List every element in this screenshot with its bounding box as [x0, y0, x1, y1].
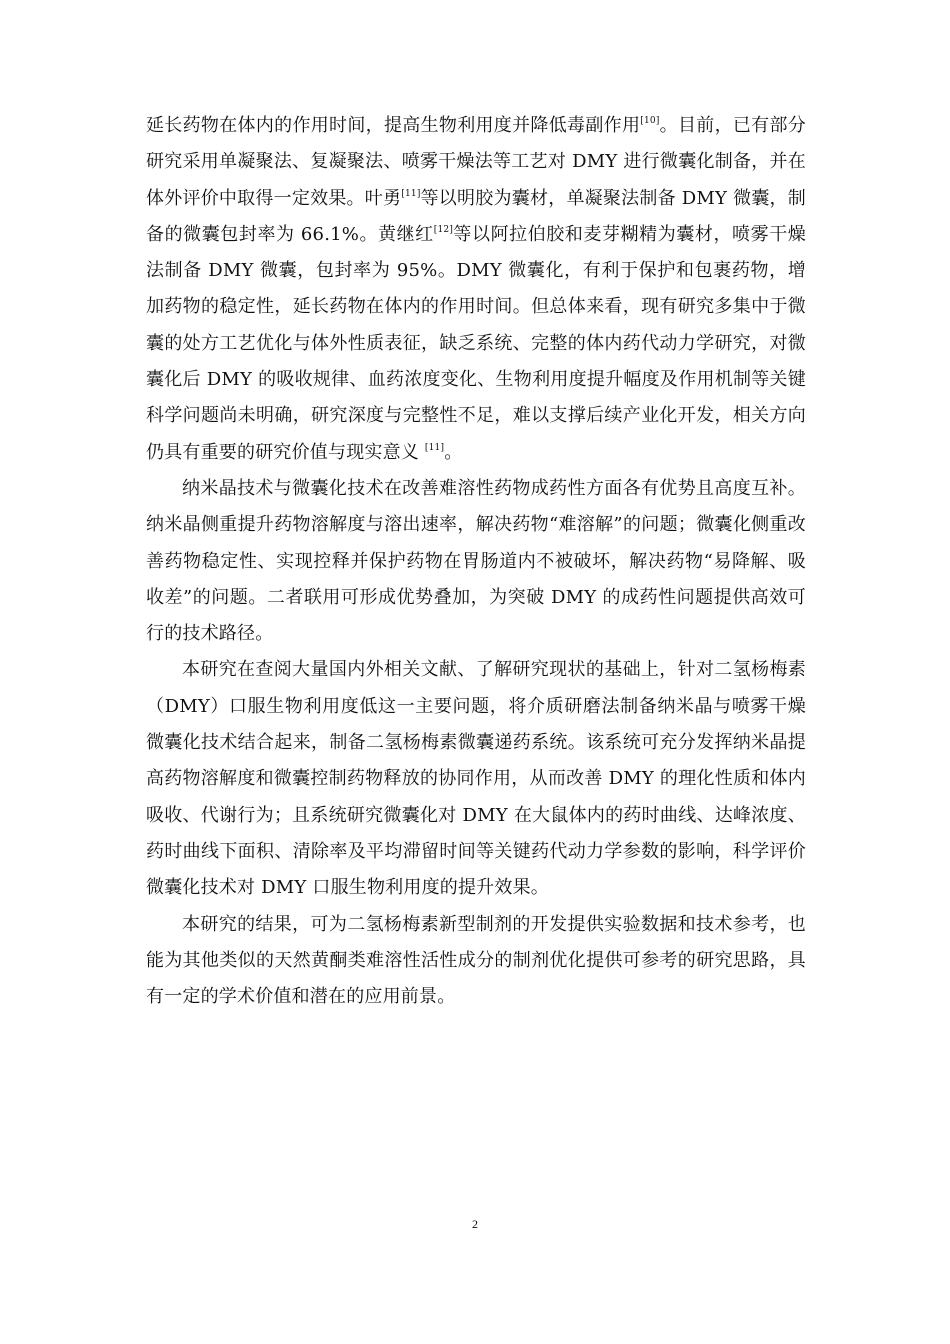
paragraph-1-text: 。 — [444, 441, 463, 463]
paragraph-4-text: 本研究的结果，可为二氢杨梅素新型制剂的开发提供实验数据和技术参考，也能为其他类似的天然黄酮类难溶性活性成分的制剂优化提供可参考的研究思路，具有一定的学术价值和潜在的应用前景。 — [146, 913, 806, 1008]
citation-ref: [11] — [424, 442, 445, 453]
citation-ref: [12] — [433, 224, 454, 235]
paragraph-2-text: 纳米晶技术与微囊化技术在改善难溶性药物成药性方面各有优势且高度互补。纳米晶侧重提升药物溶解度与溶出速率，解决药物“难溶解”的问题；微囊化侧重改善药物稳定性、实现控释并保护药物在胃肠道内不被破坏，解决药物“易降解、吸收差”的问题。二者联用可形成优势叠加，为突破 DMY 的成药性问题提供高效可行的技术路径。 — [146, 477, 806, 645]
citation-ref: [10] — [640, 116, 660, 126]
paragraph-3 — [146, 652, 806, 906]
paragraph-2 — [146, 471, 806, 652]
paragraph-1-text: 。目前，已有部分研究采用单凝聚法、复凝聚法、喷雾干燥法等工艺对 DMY 进行微囊化制备，并在体外评价中取得一定效果。叶勇 — [146, 115, 806, 209]
body-text — [146, 108, 806, 1015]
citation-ref: [11] — [401, 188, 421, 199]
paragraph-3-text: 本研究在查阅大量国内外相关文献、了解研究现状的基础上，针对二氢杨梅素（DMY）口服生物利用度低这一主要问题，将介质研磨法制备纳米晶与喷雾干燥微囊化技术结合起来，制备二氢杨梅素微囊递药系统。该系统可充分发挥纳米晶提高药物溶解度和微囊控制药物释放的协同作用，从而改善 DMY 的理化性质和体内吸收、代谢行为；且系统研究微囊化对 DMY 在大鼠体内的药时曲线、达峰浓度、药时曲线下面积、清除率及平均滞留时间等关键药代动力学参数的影响，科学评价微囊化技术对 DMY 口服生物利用度的提升效果。 — [146, 659, 806, 899]
paragraph-1-text: 延长药物在体内的作用时间，提高生物利用度并降低毒副作用 — [146, 115, 641, 136]
paragraph-4 — [146, 907, 806, 1016]
page-number: 2 — [472, 1217, 478, 1231]
paragraph-1-text: 等以明胶为囊材，单凝聚法制备 DMY 微囊，制备的微囊包封率为 66.1%。黄继红 — [146, 187, 806, 245]
paragraph-1 — [146, 108, 806, 471]
paragraph-1-text: 等以阿拉伯胶和麦芽糊精为囊材，喷雾干燥法制备 DMY 微囊，包封率为 95%。DMY 微囊化，有利于保护和包裹药物，增加药物的稳定性，延长药物在体内的作用时间。但总体来看，现有研究多集中于微囊的处方工艺优化与体外性质表征，缺乏系统、完整的体内药代动力学研究，对微囊化后 DMY 的吸收规律、血药浓度变化、生物利用度提升幅度及作用机制等关键科学问题尚未明确，研究深度与完整性不足，难以支撑后续产业化开发，相关方向仍具有重要的研究价值与现实意义 — [146, 223, 806, 463]
